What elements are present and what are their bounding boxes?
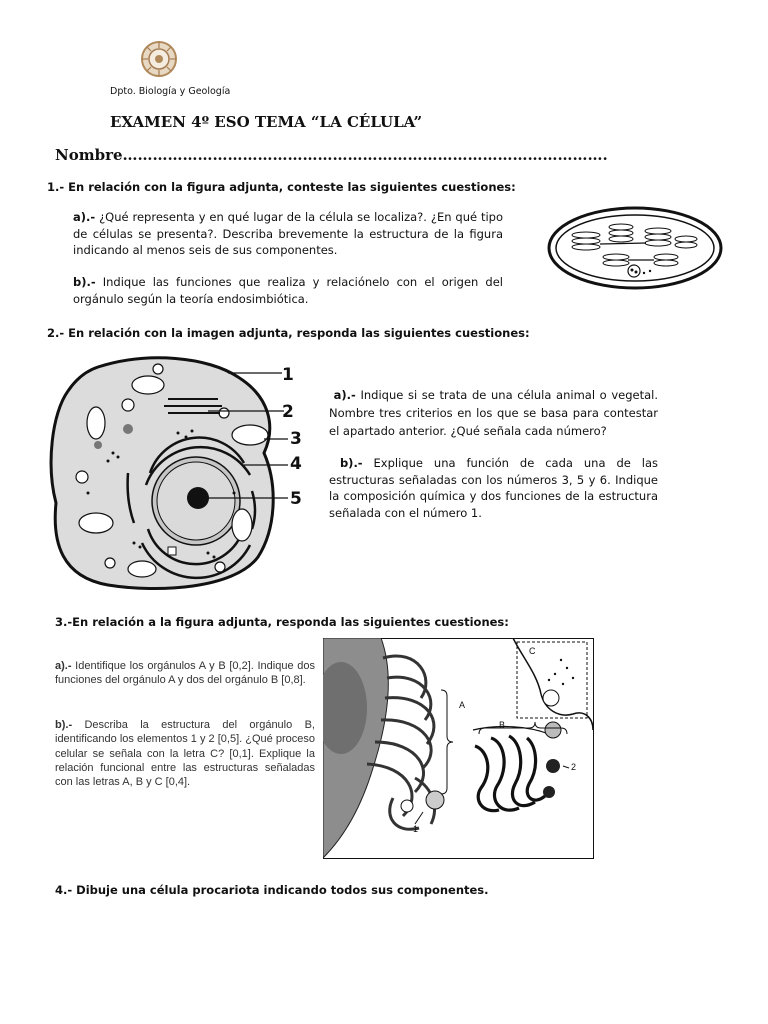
question-1-title: 1.- En relación con la figura adjunta, conteste las siguientes cuestiones: [47,180,516,194]
cell-label-1: 1 [282,365,294,385]
cell-label-2: 2 [282,402,294,422]
question-2a [329,386,658,440]
name-dots: ……………………………………………………………………………………. [122,146,608,164]
school-logo [140,40,178,78]
cell-figure [38,353,323,593]
question-3a [55,659,315,688]
department-label: Dpto. Biología y Geología [110,86,231,97]
question-1a-marker: a).- [73,210,96,224]
exam-title: EXAMEN 4º ESO TEMA “LA CÉLULA” [110,113,423,131]
question-4-title: 4.- Dibuje una célula procariota indicando todos sus componentes. [55,883,489,897]
name-line [55,146,608,164]
cell-label-4: 4 [290,454,302,474]
chloroplast-figure [546,205,724,291]
question-1b-marker: b).- [73,275,96,289]
question-3b-text: Describa la estructura del orgánulo B, identificando los elementos 1 y 2 [0,5]. ¿Qué proceso celular se señala con la letra C? [0,1]. Explique la relación funcional entre las estructuras señaladas con las letras A, B y C [0,4]. [55,719,315,789]
question-2b [329,455,658,521]
organelle-figure [323,638,594,859]
cell-label-3: 3 [290,429,302,449]
question-3-title: 3.-En relación a la figura adjunta, responda las siguientes cuestiones: [55,615,509,629]
organelle-label-1: 1 [413,824,419,834]
question-2-title: 2.- En relación con la imagen adjunta, responda las siguientes cuestiones: [47,326,530,340]
question-2a-marker: a).- [333,388,356,402]
organelle-label-b: B [499,720,506,730]
question-1a [73,209,503,259]
question-3b-marker: b).- [55,719,73,731]
question-1b-text: Indique las funciones que realiza y relaciónelo con el origen del orgánulo según la teoría endosimbiótica. [73,275,503,306]
question-3a-marker: a).- [55,660,72,672]
organelle-label-c: C [529,646,536,656]
cell-label-5: 5 [290,489,302,509]
question-1a-text: ¿Qué representa y en qué lugar de la célula se localiza?. ¿En qué tipo de células se presenta?. Describa brevemente la estructura de la figura indicando al menos seis de sus componentes. [73,210,503,257]
organelle-label-a: A [459,700,466,710]
question-1b [73,274,503,307]
question-3b [55,718,315,789]
question-2a-text: Indique si se trata de una célula animal o vegetal. Nombre tres criterios en los que se basa para contestar el apartado anterior. ¿Qué señala cada número? [329,388,658,438]
question-2b-text: Explique una función de cada una de las estructuras señaladas con los números 3, 5 y 6. Indique la composición química y dos funciones de la estructura señalada con el número 1. [329,456,658,520]
question-2b-marker: b).- [339,456,363,470]
name-label: Nombre [55,146,123,164]
question-3a-text: Identifique los orgánulos A y B [0,2]. Indique dos funciones del orgánulo A y dos del orgánulo B [0,8]. [55,660,315,687]
organelle-label-2: 2 [571,762,577,772]
